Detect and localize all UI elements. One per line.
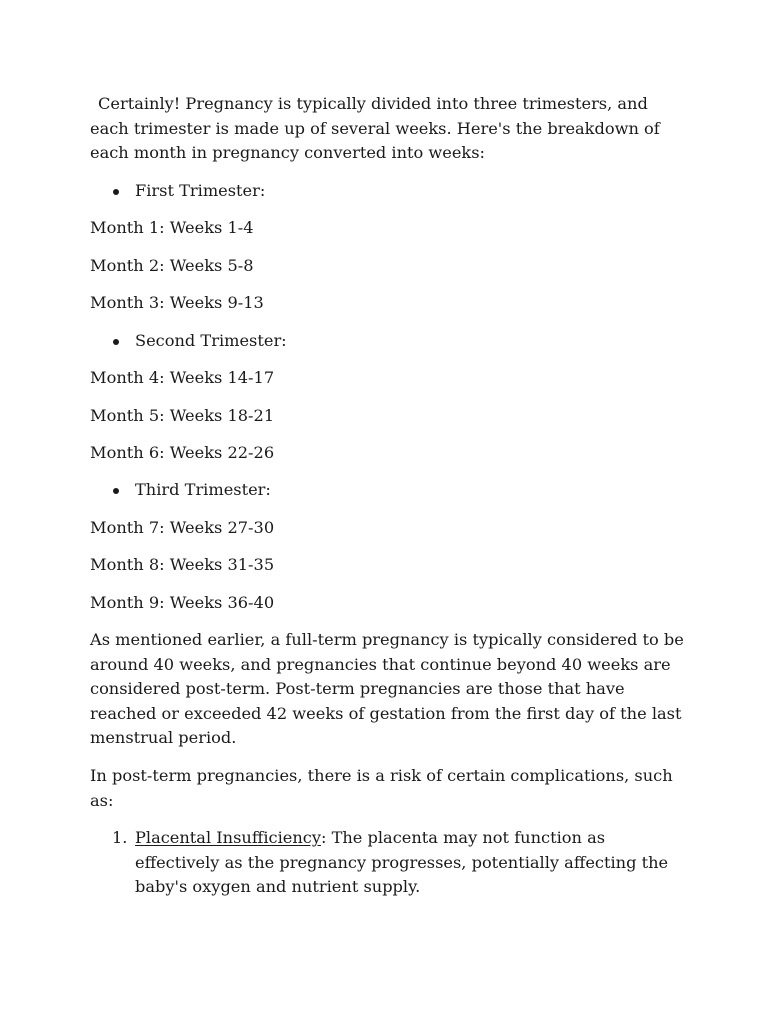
trimester-heading-first (90, 179, 690, 204)
complication-list-item (90, 826, 690, 900)
bullet-icon (113, 339, 119, 345)
bullet-icon (113, 189, 119, 195)
complication-term: Placental Insufficiency (135, 828, 321, 848)
trimester-heading-third (90, 478, 690, 503)
document-page (90, 92, 690, 900)
trimester-heading-label: First Trimester: (135, 180, 266, 200)
bullet-icon (113, 488, 119, 494)
month-line: Month 4: Weeks 14-17 (90, 368, 275, 388)
month-line: Month 3: Weeks 9-13 (90, 293, 264, 313)
month-line: Month 1: Weeks 1-4 (90, 218, 254, 238)
month-line: Month 8: Weeks 31-35 (90, 555, 275, 575)
post-term-paragraph: As mentioned earlier, a full-term pregnancy is typically considered to be around 40 weeks, and pregnancies that continue beyond 40 weeks are considered post-term. Post-term pregnancies are those that have reached or exceeded 42 weeks of gestation from the first day of the last menstrual period. (90, 630, 684, 748)
intro-paragraph: Certainly! Pregnancy is typically divided into three trimesters, and each trimester is made up of several weeks. Here's the breakdown of each month in pregnancy converted into weeks: (90, 94, 660, 163)
month-line: Month 7: Weeks 27-30 (90, 517, 275, 537)
trimester-heading-second (90, 329, 690, 354)
month-line: Month 5: Weeks 18-21 (90, 405, 275, 425)
list-number: 1. (112, 828, 128, 848)
trimester-heading-label: Third Trimester: (135, 480, 271, 500)
month-line: Month 9: Weeks 36-40 (90, 592, 275, 612)
trimester-heading-label: Second Trimester: (135, 330, 287, 350)
complication-description: : The placenta may not function as effectively as the pregnancy progresses, potentially affecting the baby's oxygen and nutrient supply. (135, 828, 669, 897)
month-line: Month 2: Weeks 5-8 (90, 255, 254, 275)
complications-intro: In post-term pregnancies, there is a risk of certain complications, such as: (90, 766, 673, 810)
month-line: Month 6: Weeks 22-26 (90, 442, 275, 462)
